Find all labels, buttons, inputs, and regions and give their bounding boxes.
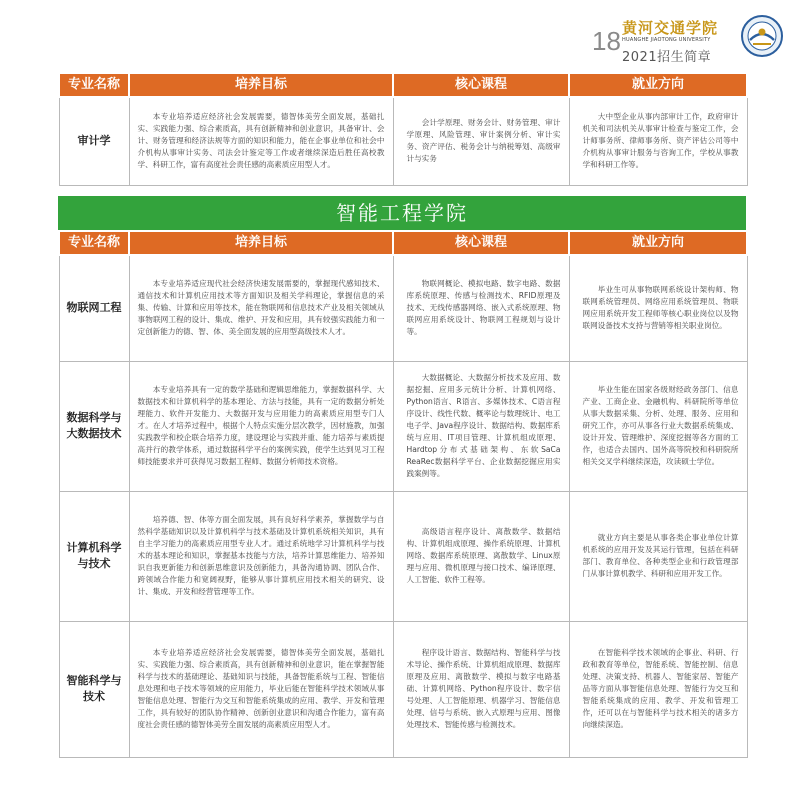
table-row [59,255,747,361]
col-goal-header: 培养目标 [129,231,393,255]
school-brand [622,20,740,64]
major-career: 大中型企业从事内部审计工作，政府审计机关和司法机关从事审计检查与鉴定工作，会计师事务所、律师事务所、资产评估公司等中介机构从事审计服务与咨询工作，学校从事教学和科研工作等。 [569,97,747,185]
major-name: 数据科学与大数据技术 [59,361,129,491]
major-goal: 培养德、智、体等方面全面发展，具有良好科学素养，掌握数学与自然科学基础知识以及计算机科学与技术基础及计算机系统相关知识，具有自主学习能力的高素质应用型专业人才。通过系统地学习计算机科学与技术的基本理论和知识，掌握基本技能与方法，培养计算思维能力、培养知识自我更新能力和创新思维意识及创新能力，具备沟通协调、团队合作、跨领域合作能力和宽阔视野，能够从事计算机应用技术相关的研究、设计、集成、开发和经营管理等工作。 [129,491,393,621]
col-career-header: 就业方向 [569,73,747,97]
major-courses: 高级语言程序设计、离散数学、数据结构、计算机组成原理、操作系统原理、计算机网络、数据库系统原理、离散数学、Linux原理与应用、微机原理与接口技术、编译原理、人工智能、软件工程等。 [393,491,569,621]
col-courses-header: 核心课程 [393,73,569,97]
college-title-bar: 智能工程学院 [58,196,746,230]
major-goal: 本专业培养适应现代社会经济快速发展需要的，掌握现代感知技术、通信技术和计算机应用技术等方面知识及相关学科理论，掌握信息的采集、传输、计算和应用等技术，能在物联网和信息技术产业及相关领域从事物联网工程的设计、集成、维护、开发和应用，具有较强实践能力和一定创新能力的德、智、体、美全面发展的应用型高级技术人才。 [129,255,393,361]
brochure-title: 2021招生简章 [622,50,712,65]
school-name-cn: 黄河交通学院 [622,19,719,37]
major-name: 物联网工程 [59,255,129,361]
major-table-accounting [58,72,748,186]
major-courses: 物联网概论、模拟电路、数字电路、数据库系统原理、传感与检测技术、RFID原理及技术、无线传感器网络、嵌入式系统原理、物联网应用系统设计、物联网工程规划与设计等。 [393,255,569,361]
major-name: 智能科学与技术 [59,621,129,757]
table-row [59,97,747,185]
school-logo-icon [740,14,784,58]
major-goal: 本专业培养适应经济社会发展需要，德智体美劳全面发展，基础扎实、实践能力强、综合素质高，具有创新精神和创业意识，具备审计、会计、财务管理和经济法规等方面的知识和能力，能在企事业单位和社会中介机构从事审计实务、司法会计鉴定等工作或者继续深造后胜任高校教学、科研工作，富有高度社会责任感的高素质应用型人才。 [129,97,393,185]
col-courses-header: 核心课程 [393,231,569,255]
major-courses: 会计学原理、财务会计、财务管理、审计学原理、风险管理、审计案例分析、审计实务、资产评估、税务会计与纳税筹划、高级审计与实务 [393,97,569,185]
major-table-intelligent-engineering [58,230,748,758]
major-courses: 程序设计语言、数据结构、智能科学与技术导论、操作系统、计算机组成原理、数据库原理及应用、离散数学、模拟与数字电路基础、计算机网络、Python程序设计、数字信号处理、人工智能原理、机器学习、智能信息处理、信号与系统、嵌入式原理与应用、图像处理技术、智能传感与检测技术。 [393,621,569,757]
major-career: 就业方向主要是从事各类企事业单位计算机系统的应用开发及其运行管理，包括在科研部门、教育单位、各种类型企业和行政管理部门从事计算机教学、科研和应用开发工作。 [569,491,747,621]
col-major-header: 专业名称 [59,73,129,97]
major-goal: 本专业培养适应经济社会发展需要，德智体美劳全面发展，基础扎实、实践能力强、综合素质高，具有创新精神和创业意识，能在掌握智能科学与技术的基础理论、基础知识与技能，具备智能系统与工程、智能信息处理和电子技术等领域的应用能力，毕业后能在智能科学技术领域从事智能信息处理、智能行为交互和智能系统集成的应用、教学、开发和管理工作，具有较好的团队协作精神、创新创业意识和沟通合作能力，富有高度社会责任感的德智体美劳全面发展的高素质应用型人才。 [129,621,393,757]
page-number: 18 [592,26,621,56]
major-career: 毕业生能在国家各级财经政务部门、信息产业、工商企业、金融机构、科研院所等单位从事大数据采集、分析、处理、服务、应用和研究工作，亦可从事各行业大数据系统集成、设计开发、管理维护、深度挖掘等各方面的工作，也适合去国内、国外高等院校和科研院所相关交叉学科继续深造，攻读硕士学位。 [569,361,747,491]
table-row [59,621,747,757]
major-name: 计算机科学与技术 [59,491,129,621]
table-row [59,491,747,621]
major-career: 毕业生可从事物联网系统设计架构师、物联网系统管理员、网络应用系统管理员、物联网应用系统开发工程师等核心职业岗位以及物联网设备技术支持与营销等相关职业岗位。 [569,255,747,361]
col-career-header: 就业方向 [569,231,747,255]
major-name: 审计学 [59,97,129,185]
col-major-header: 专业名称 [59,231,129,255]
major-goal: 本专业培养具有一定的数学基础和逻辑思维能力，掌握数据科学、大数据技术和计算机科学的基本理论、方法与技能，具有一定的数据分析处理能力、软件开发能力、大数据开发与应用能力的高素质应用型专门人才。在人才培养过程中，根据个人特点实施分层次教学，因材施教，加强实践教学和校企联合培养力度，建设理论与实践并重、能力培养与素质提高并行的教学体系，通过数据科学平台的案例实践，使学生达到见习工程师技能要求并可获得见习数据工程师、数据分析师技术资格。 [129,361,393,491]
major-courses: 大数据概论、大数据分析技术及应用、数据挖掘、应用多元统计分析、计算机网络、Python语言、R语言、多媒体技术、C语言程序设计、线性代数、概率论与数理统计、电工电子学、Java程序设计、数据结构、数据库系统与应用、IT项目管理、计算机组成原理、Hardtop分布式基础架构、东软SaCa ReaRec数据科学平台、企业数据挖掘应用实践案例等。 [393,361,569,491]
page-header [0,0,800,72]
school-name-en: HUANGHE JIAOTONG UNIVERSITY [622,37,711,43]
col-goal-header: 培养目标 [129,73,393,97]
table-row [59,361,747,491]
table-header-row [59,73,747,97]
major-career: 在智能科学技术领域的企事业、科研、行政和教育等单位，智能系统、智能控制、信息处理、决策支持、机器人、智能家居、智能产品等方面从事智能信息处理、智能行为交互和智能系统集成的应用、教学、开发和管理工作，还可以在与智能科学与技术相关的诸多方向继续深造。 [569,621,747,757]
table-header-row [59,231,747,255]
